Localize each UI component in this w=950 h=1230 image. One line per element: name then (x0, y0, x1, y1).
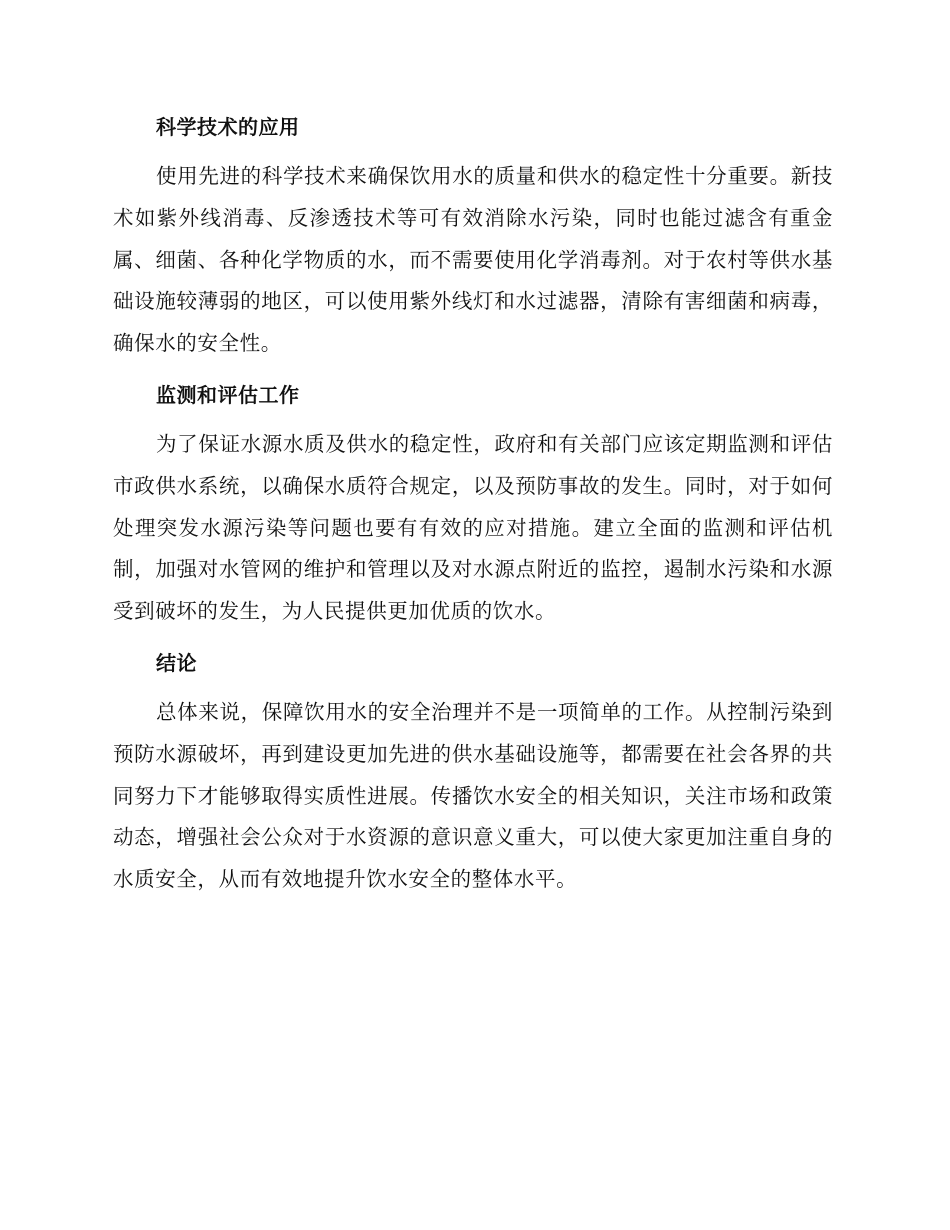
section-paragraph-tech: 使用先进的科学技术来确保饮用水的质量和供水的稳定性十分重要。新技术如紫外线消毒、反渗透技术等可有效消除水污染，同时也能过滤含有重金属、细菌、各种化学物质的水，而不需要使用化学消毒剂。对于农村等供水基础设施较薄弱的地区，可以使用紫外线灯和水过滤器，清除有害细菌和病毒，确保水的安全性。 (113, 164, 833, 356)
document-body (113, 106, 833, 901)
section-paragraph-monitoring: 为了保证水源水质及供水的稳定性，政府和有关部门应该定期监测和评估市政供水系统，以确保水质符合规定，以及预防事故的发生。同时，对于如何处理突发水源污染等问题也要有有效的应对措施。建立全面的监测和评估机制，加强对水管网的维护和管理以及对水源点附近的监控，遏制水污染和水源受到破坏的发生，为人民提供更加优质的饮水。 (113, 431, 833, 624)
section-heading-tech: 科学技术的应用 (156, 115, 300, 139)
section-heading-monitoring: 监测和评估工作 (156, 382, 300, 407)
section-paragraph-conclusion: 总体来说，保障饮用水的安全治理并不是一项简单的工作。从控制污染到预防水源破坏，再到建设更加先进的供水基础设施等，都需要在社会各界的共同努力下才能够取得实质性进展。传播饮水安全的相关知识，关注市场和政策动态，增强社会公众对于水资源的意识意义重大，可以使大家更加注重自身的水质安全，从而有效地提升饮水安全的整体水平。 (113, 699, 833, 892)
section-heading-conclusion: 结论 (156, 650, 197, 675)
